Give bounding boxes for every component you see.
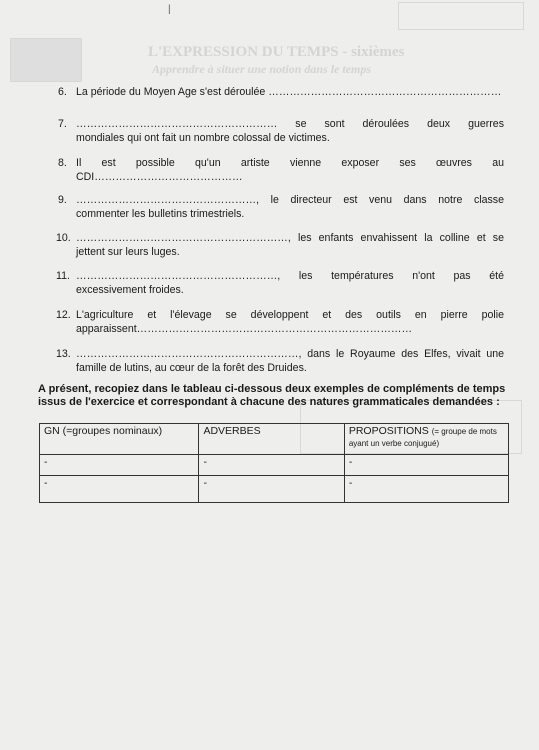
exercise-item: [56, 232, 504, 259]
table-cell[interactable]: -: [344, 455, 508, 476]
item-line: ……………………………………………………, les enfants envahissent la colline et se: [76, 232, 504, 244]
exercise-item: [58, 157, 504, 184]
item-number: 9.: [58, 194, 67, 206]
bleed-through-title: L'EXPRESSION DU TEMPS - sixièmes: [148, 44, 405, 60]
bleed-through-box: [398, 2, 524, 30]
item-number: 13.: [56, 348, 71, 360]
exercise-item: [56, 348, 504, 375]
exercise-item: [56, 309, 504, 336]
item-line: jettent sur leurs luges.: [76, 245, 180, 258]
item-line: ………………………………………………………, dans le Royaume des Elfes, vivait une: [76, 348, 504, 360]
item-line: L'agriculture et l'élevage se développent et des outils en pierre polie: [76, 309, 504, 321]
item-line: CDI……………………………………: [76, 170, 243, 183]
header-propositions-main: PROPOSITIONS: [348, 425, 429, 437]
item-line: ……………………………………………, le directeur est venu dans notre classe: [76, 194, 504, 206]
header-propositions: [344, 424, 508, 455]
item-number: 6.: [58, 86, 67, 98]
table-header-row: [40, 424, 509, 455]
item-line: La période du Moyen Age s'est déroulée …………………………………………………………: [76, 86, 502, 98]
table-cell[interactable]: -: [199, 476, 344, 503]
header-adverbes: ADVERBES: [199, 424, 344, 455]
table-cell[interactable]: -: [40, 476, 199, 503]
item-line: Il est possible qu'un artiste vienne exposer ses œuvres au: [76, 157, 504, 169]
item-number: 7.: [58, 118, 67, 130]
item-number: 8.: [58, 157, 67, 169]
section-instruction: A présent, recopiez dans le tableau ci-dessous deux exemples de compléments de temps issus de l'exercice et correspondant à chacune des natures grammaticales demandées :: [38, 383, 506, 408]
bleed-through-subtitle: Apprendre à situer une notion dans le temps: [152, 62, 372, 76]
exercise-item: [58, 118, 504, 145]
exercise-item: [56, 270, 504, 297]
table-row: [40, 455, 509, 476]
item-number: 10.: [56, 232, 71, 244]
item-line: excessivement froides.: [76, 283, 184, 296]
item-line: …………………………………………………, les températures n'ont pas été: [76, 270, 504, 282]
exercise-item: [58, 194, 504, 221]
item-number: 12.: [56, 309, 71, 321]
table-cell[interactable]: -: [40, 455, 199, 476]
item-line: famille de lutins, au cœur de la forêt des Druides.: [76, 361, 307, 374]
margin-mark: |: [168, 4, 171, 15]
exercise-item: [58, 86, 504, 100]
item-line: commenter les bulletins trimestriels.: [76, 207, 245, 220]
header-propositions-note: (= groupe de mots ayant un verbe conjugué): [348, 427, 497, 448]
answer-table: [39, 423, 509, 503]
header-gn: GN (=groupes nominaux): [40, 424, 199, 455]
table-row: [40, 476, 509, 503]
bleed-through-illustration: [10, 38, 82, 82]
table-cell[interactable]: -: [344, 476, 508, 503]
item-number: 11.: [56, 270, 70, 282]
item-line: apparaissent……………………………………………………………………: [76, 322, 413, 335]
table-cell[interactable]: -: [199, 455, 344, 476]
item-line: mondiales qui ont fait un nombre colossal de victimes.: [76, 131, 330, 144]
item-line: ………………………………………………… se sont déroulées deux guerres: [76, 118, 504, 130]
